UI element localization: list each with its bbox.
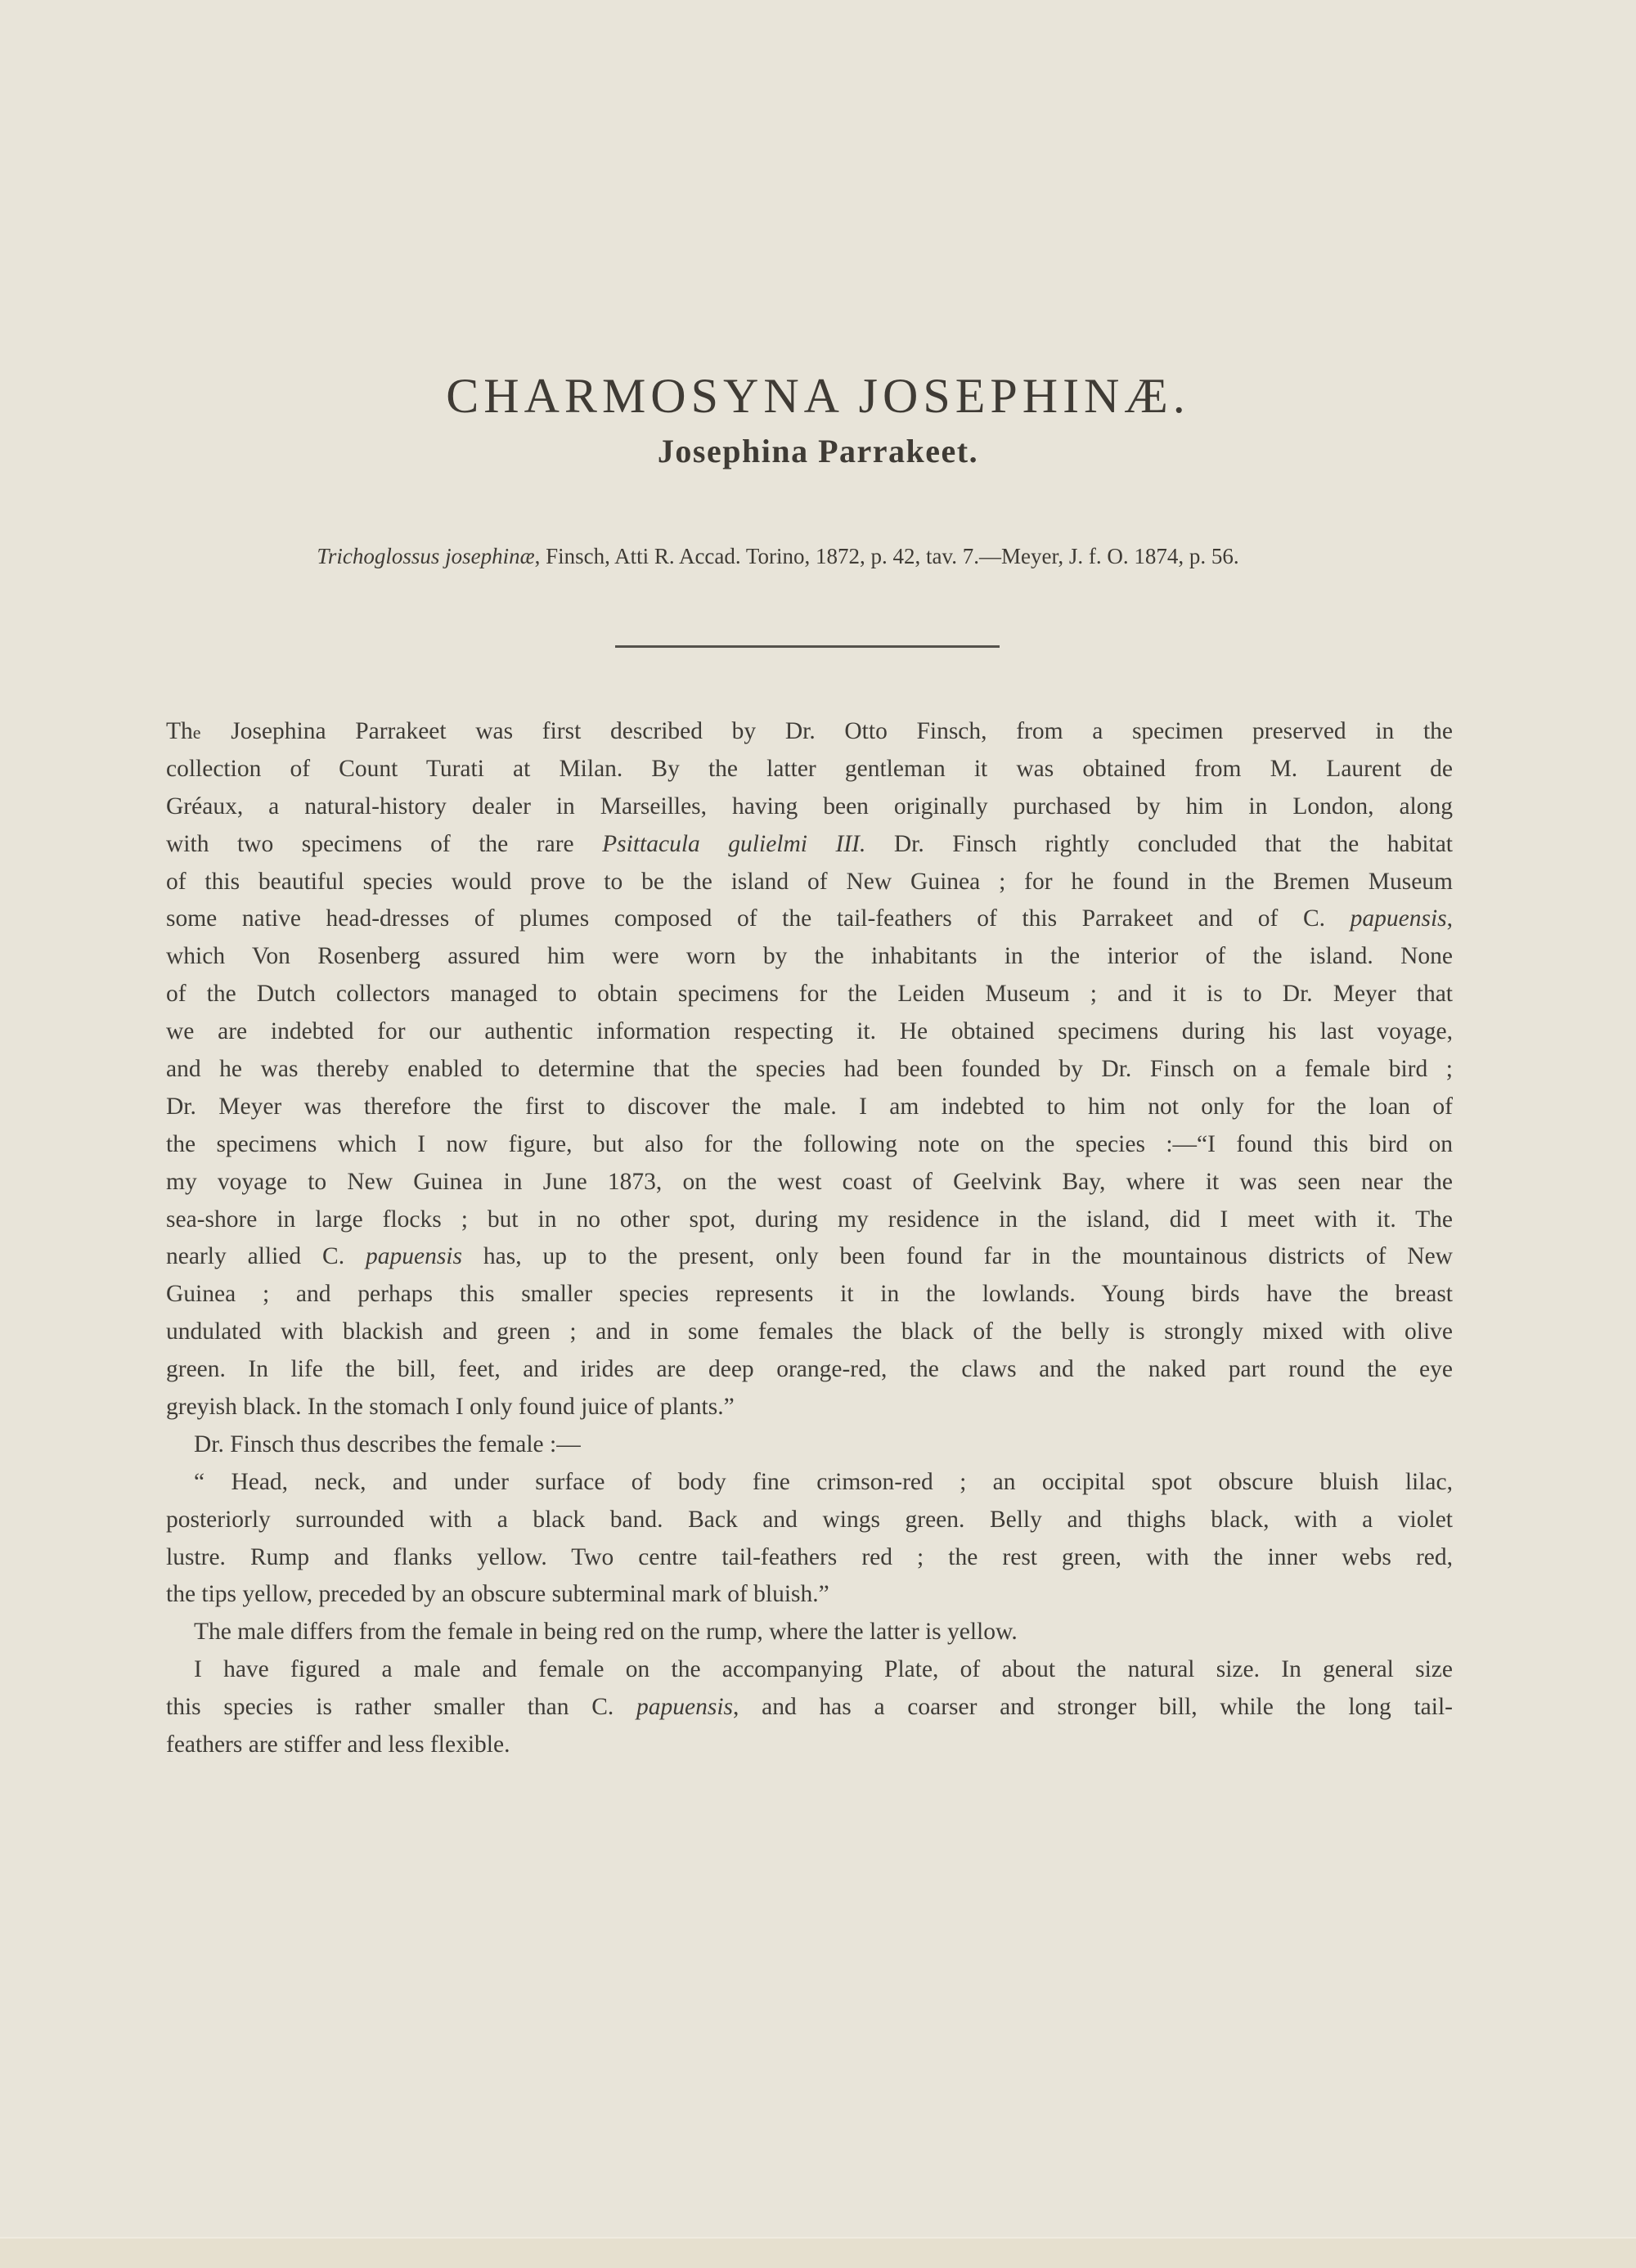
body-line: Dr. Meyer was therefore the first to discover the male. I am indebted to him not only for the loan of	[166, 1093, 1453, 1120]
body-line: sea-shore in large flocks ; but in no other spot, during my residence in the island, did I meet with it. The	[166, 1206, 1453, 1233]
body-line	[166, 900, 1453, 938]
line-text: has, up to the present, only been found far in the mountainous districts of New	[461, 1243, 1453, 1270]
body-line: Dr. Finsch thus describes the female :—	[194, 1430, 581, 1457]
body-line	[166, 713, 1453, 751]
body-line: the tips yellow, preceded by an obscure subterminal mark of bluish.”	[166, 1581, 829, 1608]
line-text: with two specimens of the rare	[166, 830, 603, 857]
body-line: collection of Count Turati at Milan. By the latter gentleman it was obtained from M. Laurent de	[166, 755, 1453, 782]
body-line	[166, 826, 1453, 864]
body-line: “ Head, neck, and under surface of body fine crimson-red ; an occipital spot obscure bluish lilac,	[194, 1468, 1453, 1495]
line-text: nearly allied C.	[166, 1243, 366, 1270]
horizontal-rule	[615, 645, 1000, 648]
body-line: we are indebted for our authentic information respecting it. He obtained specimens during his last voyage,	[166, 1018, 1453, 1045]
body-line: which Von Rosenberg assured him were worn by the inhabitants in the interior of the island. None	[166, 943, 1453, 970]
body-line: the specimens which I now figure, but also for the following note on the species :—“I found this bird on	[166, 1130, 1453, 1157]
citation-reference: , Finsch, Atti R. Accad. Torino, 1872, p. 42, tav. 7.—Meyer, J. f. O. 1874, p. 56.	[534, 544, 1239, 568]
page-title: CHARMOSYNA JOSEPHINÆ.	[446, 369, 1190, 424]
body-line: of this beautiful species would prove to be the island of New Guinea ; for he found in the Bremen Museum	[166, 868, 1453, 895]
drop-word-initial: Th	[166, 718, 193, 744]
body-line: green. In life the bill, feet, and irides are deep orange-red, the claws and the naked part round the eye	[166, 1356, 1453, 1383]
body-line: Guinea ; and perhaps this smaller species represents it in the lowlands. Young birds have the breast	[166, 1281, 1453, 1308]
body-line: posteriorly surrounded with a black band. Back and wings green. Belly and thighs black, with a violet	[166, 1506, 1453, 1533]
body-line: of the Dutch collectors managed to obtain specimens for the Leiden Museum ; and it is to Dr. Meyer that	[166, 981, 1453, 1008]
body-text	[166, 713, 1453, 1764]
body-line: my voyage to New Guinea in June 1873, on the west coast of Geelvink Bay, where it was seen near the	[166, 1168, 1453, 1195]
drop-word-smallcaps: e	[192, 722, 202, 743]
line-text: Dr. Finsch rightly concluded that the habitat	[865, 830, 1453, 857]
italic-species-name: papuensis	[636, 1694, 733, 1721]
body-line: The male differs from the female in being red on the rump, where the latter is yellow.	[194, 1619, 1018, 1646]
italic-species-name: papuensis	[1350, 905, 1447, 932]
italic-species-name: papuensis	[365, 1243, 462, 1270]
line-text: ,	[1446, 905, 1453, 932]
paper-edge	[0, 2237, 1636, 2268]
body-line	[166, 1689, 1453, 1727]
synonymy-citation	[193, 544, 1363, 569]
body-line: Gréaux, a natural-history dealer in Marseilles, having been originally purchased by him in London, along	[166, 793, 1453, 820]
body-line: lustre. Rump and flanks yellow. Two centre tail-feathers red ; the rest green, with the inner webs red,	[166, 1543, 1453, 1570]
body-line: and he was thereby enabled to determine that the species had been founded by Dr. Finsch on a female bird ;	[166, 1056, 1453, 1083]
body-line: feathers are stiffer and less flexible.	[166, 1731, 510, 1758]
body-line: undulated with blackish and green ; and in some females the black of the belly is strongly mixed with olive	[166, 1318, 1453, 1345]
italic-species-name: Psittacula gulielmi III.	[602, 830, 866, 857]
citation-species-name: Trichoglossus josephinæ	[317, 544, 535, 568]
line-text: Josephina Parrakeet was first described by Dr. Otto Finsch, from a specimen preserved in the	[201, 718, 1453, 744]
line-text: this species is rather smaller than C.	[166, 1694, 636, 1721]
body-line	[166, 1238, 1453, 1276]
line-text: some native head-dresses of plumes composed of the tail-feathers of this Parrakeet and of C.	[166, 905, 1351, 932]
common-name-subtitle: Josephina Parrakeet.	[657, 433, 979, 469]
body-line: greyish black. In the stomach I only found juice of plants.”	[166, 1394, 735, 1421]
body-line: I have figured a male and female on the accompanying Plate, of about the natural size. In general size	[194, 1656, 1453, 1683]
line-text: , and has a coarser and stronger bill, while the long tail-	[733, 1694, 1453, 1721]
